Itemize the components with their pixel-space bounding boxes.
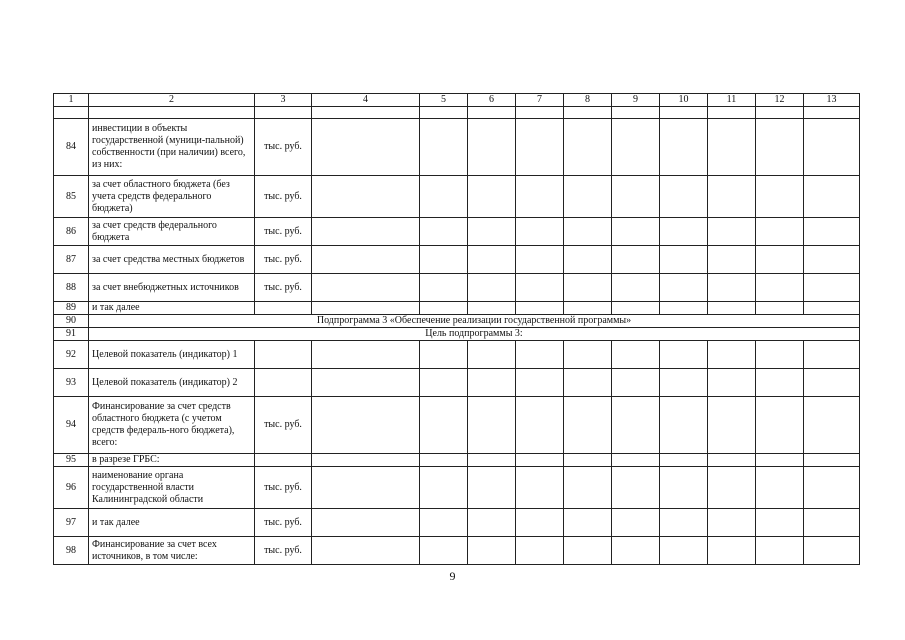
value-cell bbox=[660, 369, 708, 397]
unit-cell bbox=[255, 454, 312, 467]
table-row bbox=[54, 315, 860, 328]
value-cell bbox=[660, 341, 708, 369]
value-cell bbox=[660, 302, 708, 315]
row-number: 92 bbox=[54, 341, 89, 369]
value-cell bbox=[708, 218, 756, 246]
value-cell bbox=[312, 302, 420, 315]
row-number: 89 bbox=[54, 302, 89, 315]
table-row bbox=[54, 246, 860, 274]
value-cell bbox=[420, 369, 468, 397]
value-cell bbox=[708, 246, 756, 274]
value-cell bbox=[804, 246, 860, 274]
value-cell bbox=[660, 509, 708, 537]
value-cell bbox=[660, 246, 708, 274]
value-cell bbox=[516, 537, 564, 565]
indicator-name: за счет средства местных бюджетов bbox=[89, 246, 255, 274]
value-cell bbox=[804, 397, 860, 454]
column-number-row bbox=[54, 94, 860, 107]
table-row bbox=[54, 369, 860, 397]
unit-cell: тыс. руб. bbox=[255, 176, 312, 218]
table-row bbox=[54, 341, 860, 369]
value-cell bbox=[468, 341, 516, 369]
value-cell bbox=[756, 119, 804, 176]
value-cell bbox=[612, 467, 660, 509]
column-header: 8 bbox=[564, 94, 612, 107]
value-cell bbox=[420, 246, 468, 274]
unit-cell: тыс. руб. bbox=[255, 509, 312, 537]
row-number: 90 bbox=[54, 315, 89, 328]
value-cell bbox=[420, 509, 468, 537]
value-cell bbox=[468, 119, 516, 176]
value-cell bbox=[312, 176, 420, 218]
value-cell bbox=[708, 537, 756, 565]
value-cell bbox=[660, 397, 708, 454]
value-cell bbox=[468, 218, 516, 246]
value-cell bbox=[468, 369, 516, 397]
row-number: 97 bbox=[54, 509, 89, 537]
indicator-name: за счет средств федерального бюджета bbox=[89, 218, 255, 246]
unit-cell: тыс. руб. bbox=[255, 537, 312, 565]
value-cell bbox=[612, 454, 660, 467]
unit-cell: тыс. руб. bbox=[255, 218, 312, 246]
value-cell bbox=[516, 397, 564, 454]
value-cell bbox=[420, 176, 468, 218]
value-cell bbox=[468, 454, 516, 467]
value-cell bbox=[516, 218, 564, 246]
value-cell bbox=[804, 302, 860, 315]
value-cell bbox=[708, 509, 756, 537]
column-header: 11 bbox=[708, 94, 756, 107]
indicator-name: и так далее bbox=[89, 302, 255, 315]
value-cell bbox=[756, 509, 804, 537]
value-cell bbox=[420, 274, 468, 302]
indicator-name: наименование органа государственной власти Калининградской области bbox=[89, 467, 255, 509]
value-cell bbox=[468, 302, 516, 315]
value-cell bbox=[312, 397, 420, 454]
table-row bbox=[54, 274, 860, 302]
column-header: 3 bbox=[255, 94, 312, 107]
value-cell bbox=[756, 369, 804, 397]
value-cell bbox=[804, 218, 860, 246]
value-cell bbox=[312, 509, 420, 537]
indicators-table bbox=[53, 93, 860, 565]
value-cell bbox=[468, 509, 516, 537]
value-cell bbox=[420, 397, 468, 454]
value-cell bbox=[312, 274, 420, 302]
value-cell bbox=[804, 176, 860, 218]
value-cell bbox=[804, 119, 860, 176]
table-row bbox=[54, 218, 860, 246]
value-cell bbox=[564, 119, 612, 176]
value-cell bbox=[516, 119, 564, 176]
value-cell bbox=[756, 274, 804, 302]
value-cell bbox=[756, 467, 804, 509]
unit-cell: тыс. руб. bbox=[255, 274, 312, 302]
value-cell bbox=[708, 454, 756, 467]
indicator-name: за счет областного бюджета (без учета средств федерального бюджета) bbox=[89, 176, 255, 218]
value-cell bbox=[612, 341, 660, 369]
value-cell bbox=[564, 302, 612, 315]
unit-cell bbox=[255, 369, 312, 397]
value-cell bbox=[612, 274, 660, 302]
value-cell bbox=[708, 302, 756, 315]
value-cell bbox=[708, 369, 756, 397]
value-cell bbox=[708, 397, 756, 454]
indicator-name: Финансирование за счет средств областного бюджета (с учетом средств федераль-ного бюджета), всего: bbox=[89, 397, 255, 454]
value-cell bbox=[612, 119, 660, 176]
value-cell bbox=[708, 467, 756, 509]
value-cell bbox=[660, 467, 708, 509]
value-cell bbox=[804, 537, 860, 565]
value-cell bbox=[420, 454, 468, 467]
indicator-name: в разрезе ГРБС: bbox=[89, 454, 255, 467]
value-cell bbox=[804, 467, 860, 509]
value-cell bbox=[312, 467, 420, 509]
unit-cell bbox=[255, 341, 312, 369]
column-header: 4 bbox=[312, 94, 420, 107]
value-cell bbox=[516, 369, 564, 397]
column-header: 7 bbox=[516, 94, 564, 107]
value-cell bbox=[708, 119, 756, 176]
value-cell bbox=[708, 341, 756, 369]
value-cell bbox=[564, 369, 612, 397]
table-row bbox=[54, 509, 860, 537]
value-cell bbox=[660, 454, 708, 467]
value-cell bbox=[420, 537, 468, 565]
table-row bbox=[54, 454, 860, 467]
value-cell bbox=[468, 274, 516, 302]
unit-cell: тыс. руб. bbox=[255, 246, 312, 274]
value-cell bbox=[660, 119, 708, 176]
value-cell bbox=[312, 369, 420, 397]
column-header: 6 bbox=[468, 94, 516, 107]
row-number: 93 bbox=[54, 369, 89, 397]
row-number: 88 bbox=[54, 274, 89, 302]
value-cell bbox=[564, 341, 612, 369]
column-header: 13 bbox=[804, 94, 860, 107]
value-cell bbox=[516, 467, 564, 509]
value-cell bbox=[756, 397, 804, 454]
indicator-name: Целевой показатель (индикатор) 1 bbox=[89, 341, 255, 369]
spacer-row bbox=[54, 107, 860, 119]
table-row bbox=[54, 328, 860, 341]
value-cell bbox=[756, 454, 804, 467]
table-row bbox=[54, 119, 860, 176]
value-cell bbox=[756, 341, 804, 369]
value-cell bbox=[468, 467, 516, 509]
indicator-name: Финансирование за счет всех источников, в том числе: bbox=[89, 537, 255, 565]
table-row bbox=[54, 467, 860, 509]
value-cell bbox=[612, 397, 660, 454]
row-number: 86 bbox=[54, 218, 89, 246]
value-cell bbox=[420, 302, 468, 315]
value-cell bbox=[660, 176, 708, 218]
value-cell bbox=[564, 467, 612, 509]
value-cell bbox=[756, 218, 804, 246]
table-row bbox=[54, 176, 860, 218]
value-cell bbox=[564, 246, 612, 274]
table-row bbox=[54, 397, 860, 454]
value-cell bbox=[660, 218, 708, 246]
value-cell bbox=[516, 274, 564, 302]
unit-cell: тыс. руб. bbox=[255, 467, 312, 509]
unit-cell: тыс. руб. bbox=[255, 397, 312, 454]
table-row bbox=[54, 302, 860, 315]
indicator-name: за счет внебюджетных источников bbox=[89, 274, 255, 302]
value-cell bbox=[612, 369, 660, 397]
value-cell bbox=[312, 119, 420, 176]
value-cell bbox=[420, 119, 468, 176]
value-cell bbox=[564, 274, 612, 302]
value-cell bbox=[468, 176, 516, 218]
row-number: 98 bbox=[54, 537, 89, 565]
value-cell bbox=[516, 176, 564, 218]
value-cell bbox=[564, 454, 612, 467]
row-number: 94 bbox=[54, 397, 89, 454]
value-cell bbox=[804, 274, 860, 302]
value-cell bbox=[312, 537, 420, 565]
value-cell bbox=[708, 176, 756, 218]
indicator-name: инвестиции в объекты государственной (муници-пальной) собственности (при наличии) всего, из них: bbox=[89, 119, 255, 176]
section-heading: Цель подпрограммы 3: bbox=[89, 328, 860, 341]
value-cell bbox=[516, 246, 564, 274]
value-cell bbox=[804, 509, 860, 537]
unit-cell bbox=[255, 302, 312, 315]
indicator-name: и так далее bbox=[89, 509, 255, 537]
value-cell bbox=[516, 454, 564, 467]
value-cell bbox=[516, 302, 564, 315]
value-cell bbox=[612, 509, 660, 537]
value-cell bbox=[756, 537, 804, 565]
value-cell bbox=[660, 274, 708, 302]
value-cell bbox=[564, 537, 612, 565]
value-cell bbox=[804, 341, 860, 369]
column-header: 1 bbox=[54, 94, 89, 107]
row-number: 84 bbox=[54, 119, 89, 176]
value-cell bbox=[468, 397, 516, 454]
value-cell bbox=[312, 341, 420, 369]
value-cell bbox=[564, 176, 612, 218]
value-cell bbox=[312, 454, 420, 467]
table-row bbox=[54, 537, 860, 565]
value-cell bbox=[612, 218, 660, 246]
row-number: 96 bbox=[54, 467, 89, 509]
value-cell bbox=[516, 509, 564, 537]
column-header: 9 bbox=[612, 94, 660, 107]
value-cell bbox=[756, 246, 804, 274]
column-header: 2 bbox=[89, 94, 255, 107]
value-cell bbox=[468, 246, 516, 274]
indicator-name: Целевой показатель (индикатор) 2 bbox=[89, 369, 255, 397]
value-cell bbox=[612, 537, 660, 565]
value-cell bbox=[804, 454, 860, 467]
value-cell bbox=[420, 341, 468, 369]
value-cell bbox=[420, 467, 468, 509]
value-cell bbox=[564, 509, 612, 537]
value-cell bbox=[420, 218, 468, 246]
row-number: 91 bbox=[54, 328, 89, 341]
value-cell bbox=[612, 246, 660, 274]
unit-cell: тыс. руб. bbox=[255, 119, 312, 176]
value-cell bbox=[804, 369, 860, 397]
value-cell bbox=[660, 537, 708, 565]
value-cell bbox=[564, 218, 612, 246]
value-cell bbox=[312, 246, 420, 274]
column-header: 10 bbox=[660, 94, 708, 107]
section-heading: Подпрограмма 3 «Обеспечение реализации государственной программы» bbox=[89, 315, 860, 328]
column-header: 12 bbox=[756, 94, 804, 107]
row-number: 85 bbox=[54, 176, 89, 218]
value-cell bbox=[468, 537, 516, 565]
column-header: 5 bbox=[420, 94, 468, 107]
row-number: 87 bbox=[54, 246, 89, 274]
value-cell bbox=[708, 274, 756, 302]
value-cell bbox=[612, 176, 660, 218]
row-number: 95 bbox=[54, 454, 89, 467]
value-cell bbox=[564, 397, 612, 454]
value-cell bbox=[756, 302, 804, 315]
page-number: 9 bbox=[449, 569, 456, 583]
value-cell bbox=[516, 341, 564, 369]
value-cell bbox=[612, 302, 660, 315]
value-cell bbox=[756, 176, 804, 218]
value-cell bbox=[312, 218, 420, 246]
